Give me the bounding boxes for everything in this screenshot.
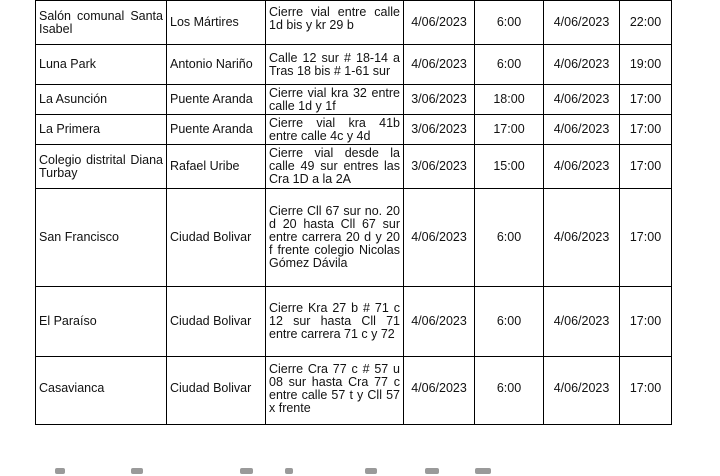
fecha-fin-cell: 4/06/2023 <box>544 85 620 115</box>
hora-inicio-cell: 6:00 <box>475 45 544 85</box>
localidad-cell: Puente Aranda <box>167 85 266 115</box>
localidad-cell: Puente Aranda <box>167 115 266 145</box>
descripcion-cell: Cierre vial desde la calle 49 sur entres las Cra 1D a la 2A <box>266 145 404 189</box>
localidad-cell: Ciudad Bolivar <box>167 287 266 357</box>
table-row <box>36 287 672 357</box>
fecha-fin-cell: 4/06/2023 <box>544 115 620 145</box>
hora-fin-cell: 17:00 <box>620 145 672 189</box>
descripcion-cell: Cierre Kra 27 b # 71 c 12 sur hasta Cll 71 entre carrera 71 c y 72 <box>266 287 404 357</box>
hora-inicio-cell: 6:00 <box>475 357 544 425</box>
barrio-cell: El Paraíso <box>36 287 167 357</box>
fecha-fin-cell: 4/06/2023 <box>544 287 620 357</box>
barrio-cell: La Asunción <box>36 85 167 115</box>
road-closures-table <box>35 0 672 425</box>
hora-inicio-cell: 6:00 <box>475 189 544 287</box>
fecha-inicio-cell: 4/06/2023 <box>404 189 475 287</box>
hora-fin-cell: 17:00 <box>620 85 672 115</box>
localidad-cell: Rafael Uribe <box>167 145 266 189</box>
table-row <box>36 189 672 287</box>
fecha-inicio-cell: 4/06/2023 <box>404 287 475 357</box>
fecha-fin-cell: 4/06/2023 <box>544 145 620 189</box>
localidad-cell: Antonio Nariño <box>167 45 266 85</box>
hora-fin-cell: 17:00 <box>620 189 672 287</box>
hora-fin-cell: 22:00 <box>620 1 672 45</box>
fecha-inicio-cell: 3/06/2023 <box>404 145 475 189</box>
fecha-fin-cell: 4/06/2023 <box>544 45 620 85</box>
hora-fin-cell: 17:00 <box>620 357 672 425</box>
descripcion-cell: Cierre Cll 67 sur no. 20 d 20 hasta Cll 67 sur entre carrera 20 d y 20 f frente colegio Nicolas Gómez Dávila <box>266 189 404 287</box>
localidad-cell: Ciudad Bolivar <box>167 357 266 425</box>
descripcion-cell: Cierre vial entre calle 1d bis y kr 29 b <box>266 1 404 45</box>
fecha-inicio-cell: 4/06/2023 <box>404 1 475 45</box>
descripcion-cell: Cierre Cra 77 c # 57 u 08 sur hasta Cra 77 c entre calle 57 t y Cll 57 x frente <box>266 357 404 425</box>
table-row <box>36 1 672 45</box>
hora-inicio-cell: 17:00 <box>475 115 544 145</box>
barrio-cell: Salón comunal Santa Isabel <box>36 1 167 45</box>
fecha-inicio-cell: 3/06/2023 <box>404 85 475 115</box>
descripcion-cell: Calle 12 sur # 18-14 a Tras 18 bis # 1-61 sur <box>266 45 404 85</box>
fecha-fin-cell: 4/06/2023 <box>544 357 620 425</box>
table-row <box>36 115 672 145</box>
descripcion-cell: Cierre vial kra 32 entre calle 1d y 1f <box>266 85 404 115</box>
cut-off-text-fragment <box>35 462 695 476</box>
hora-fin-cell: 17:00 <box>620 115 672 145</box>
barrio-cell: San Francisco <box>36 189 167 287</box>
localidad-cell: Ciudad Bolivar <box>167 189 266 287</box>
fecha-fin-cell: 4/06/2023 <box>544 189 620 287</box>
localidad-cell: Los Mártires <box>167 1 266 45</box>
fecha-inicio-cell: 4/06/2023 <box>404 45 475 85</box>
hora-inicio-cell: 15:00 <box>475 145 544 189</box>
fecha-inicio-cell: 4/06/2023 <box>404 357 475 425</box>
fecha-inicio-cell: 3/06/2023 <box>404 115 475 145</box>
barrio-cell: Luna Park <box>36 45 167 85</box>
table-row <box>36 85 672 115</box>
barrio-cell: La Primera <box>36 115 167 145</box>
hora-inicio-cell: 6:00 <box>475 287 544 357</box>
fecha-fin-cell: 4/06/2023 <box>544 1 620 45</box>
barrio-cell: Casavianca <box>36 357 167 425</box>
table-row <box>36 357 672 425</box>
hora-fin-cell: 19:00 <box>620 45 672 85</box>
hora-inicio-cell: 6:00 <box>475 1 544 45</box>
descripcion-cell: Cierre vial kra 41b entre calle 4c y 4d <box>266 115 404 145</box>
table-row <box>36 45 672 85</box>
hora-inicio-cell: 18:00 <box>475 85 544 115</box>
barrio-cell: Colegio distrital Diana Turbay <box>36 145 167 189</box>
hora-fin-cell: 17:00 <box>620 287 672 357</box>
table-row <box>36 145 672 189</box>
